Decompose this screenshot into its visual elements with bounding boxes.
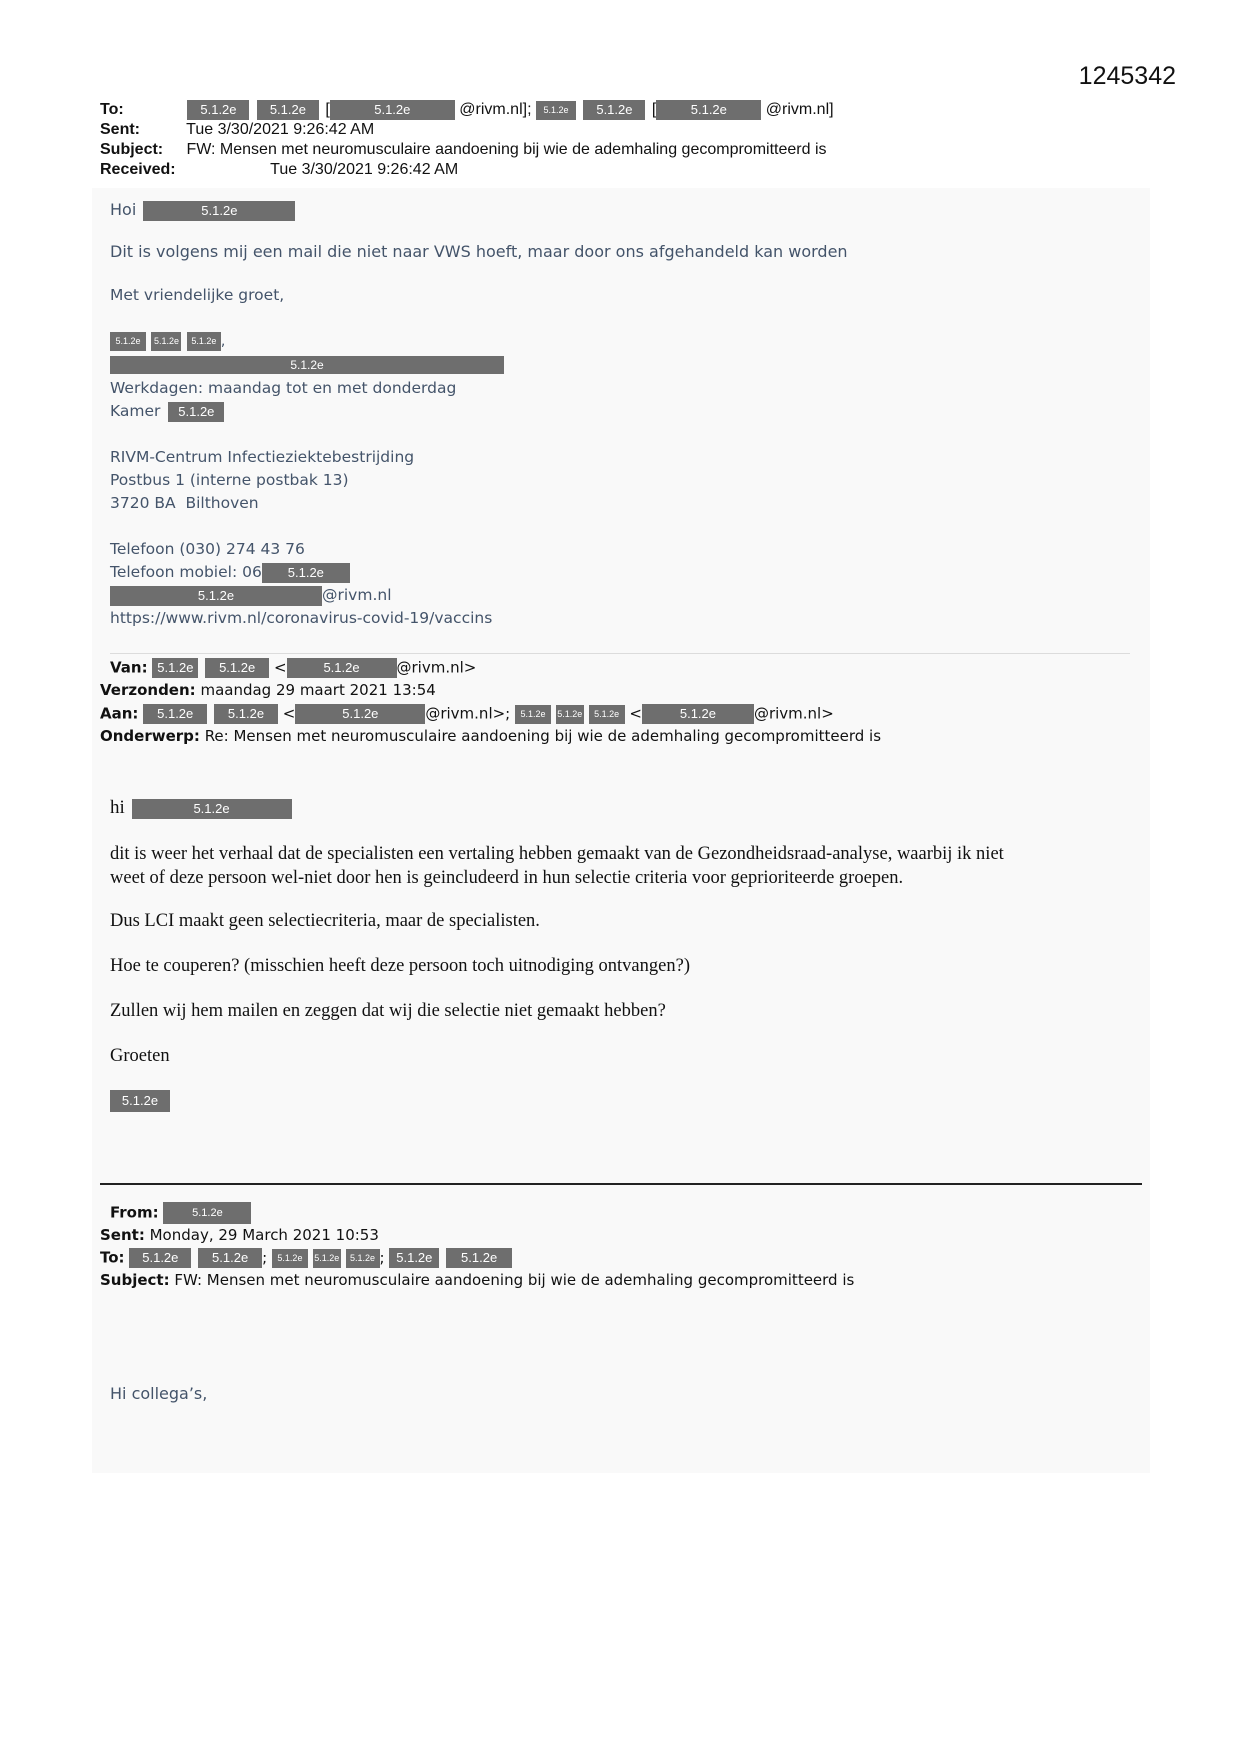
- message3-subject-row: [100, 1271, 854, 1289]
- subject-value: FW: Mensen met neuromusculaire aandoening bij wie de ademhaling gecompromitteerd is: [186, 141, 827, 158]
- message3-to-label: To:: [100, 1248, 125, 1267]
- redaction-box: 5.1.2e: [205, 658, 269, 678]
- header-received-row: [100, 160, 458, 179]
- redaction-box: 5.1.2e: [110, 586, 322, 606]
- redaction-box: 5.1.2e: [143, 201, 295, 221]
- redaction-box: 5.1.2e: [536, 101, 576, 120]
- redaction-box: 5.1.2e: [151, 332, 181, 351]
- received-value: Tue 3/30/2021 9:26:42 AM: [270, 161, 459, 178]
- van-email-domain: @rivm.nl>: [396, 658, 477, 677]
- redaction-box: 5.1.2e: [132, 799, 292, 819]
- message3-sent-label: Sent:: [100, 1226, 145, 1244]
- to-label: To:: [100, 101, 124, 119]
- header-subject-row: [100, 140, 827, 159]
- message1-greeting: Hoi: [110, 200, 137, 219]
- message3-subject-value: FW: Mensen met neuromusculaire aandoening bij wie de ademhaling gecompromitteerd is: [174, 1271, 855, 1289]
- redaction-box: 5.1.2e: [589, 705, 625, 724]
- signature-mobile: Telefoon mobiel: 06: [110, 563, 262, 581]
- redaction-box: 5.1.2e: [313, 1249, 341, 1268]
- divider: [110, 653, 1130, 654]
- redaction-box: 5.1.2e: [656, 100, 761, 120]
- onderwerp-label: Onderwerp:: [100, 727, 200, 745]
- message2-onderwerp-row: [100, 727, 881, 745]
- message3-sent-row: [100, 1226, 379, 1244]
- signature-room: Kamer: [110, 402, 161, 420]
- signature-org: RIVM-Centrum Infectieziektebestrijding: [110, 448, 415, 466]
- message2-paragraph-1-line-1: dit is weer het verhaal dat de specialisten een vertaling hebben gemaakt van de Gezondheidsraad-analyse, waarbij ik niet: [110, 844, 1004, 864]
- signature-postbus: Postbus 1 (interne postbak 13): [110, 471, 349, 489]
- redaction-box: 5.1.2e: [214, 704, 278, 724]
- redaction-box: 5.1.2e: [446, 1248, 512, 1268]
- message2-greeting: hi: [110, 797, 125, 818]
- from-label: From:: [110, 1203, 159, 1222]
- message2-paragraph-3: Hoe te couperen? (misschien heeft deze persoon toch uitnodiging ontvangen?): [110, 956, 690, 976]
- message2-paragraph-4: Zullen wij hem mailen en zeggen dat wij die selectie niet gemaakt hebben?: [110, 1001, 666, 1021]
- signature-url[interactable]: https://www.rivm.nl/coronavirus-covid-19/vaccins: [110, 609, 493, 627]
- sent-value: Tue 3/30/2021 9:26:42 AM: [186, 121, 375, 138]
- redaction-box: 5.1.2e: [187, 100, 249, 120]
- redaction-box: 5.1.2e: [152, 658, 198, 678]
- redaction-box: 5.1.2e: [583, 100, 645, 120]
- signature-mobile-row: [110, 561, 492, 584]
- message3-from-row: [110, 1202, 251, 1224]
- message2-closing: Groeten: [110, 1046, 170, 1066]
- redaction-box: 5.1.2e: [143, 704, 207, 724]
- verzonden-label: Verzonden:: [100, 681, 196, 699]
- message2-signature-row: [110, 1090, 170, 1112]
- signature-block: [110, 377, 492, 630]
- redaction-box: 5.1.2e: [346, 1249, 380, 1268]
- redaction-box: 5.1.2e: [262, 563, 350, 583]
- aan-email-domain-1: @rivm.nl>;: [425, 704, 511, 723]
- redaction-box: 5.1.2e: [168, 402, 224, 422]
- signature-name-row: 5.1.2e 5.1.2e 5.1.2e ,: [110, 332, 225, 351]
- message2-paragraph-1-line-2: weet of deze persoon wel-niet door hen is geincludeerd in hun selectie criteria voor geprioriteerde groepen.: [110, 868, 904, 888]
- divider: [100, 1183, 1142, 1185]
- message3-subject-label: Subject:: [100, 1271, 170, 1289]
- message3-greeting: Hi collega’s,: [110, 1384, 208, 1403]
- signature-email-row: [110, 584, 492, 607]
- redaction-box: 5.1.2e: [198, 1248, 262, 1268]
- redaction-box: 5.1.2e: [257, 100, 319, 120]
- onderwerp-value: Re: Mensen met neuromusculaire aandoening bij wie de ademhaling gecompromitteerd is: [204, 727, 882, 745]
- signature-room-row: [110, 400, 492, 423]
- redaction-box: 5.1.2e: [129, 1248, 191, 1268]
- message2-paragraph-2: Dus LCI maakt geen selectiecriteria, maar de specialisten.: [110, 911, 540, 931]
- signature-title-row: [110, 356, 504, 374]
- verzonden-value: maandag 29 maart 2021 13:54: [200, 681, 436, 699]
- signature-workdays: Werkdagen: maandag tot en met donderdag: [110, 379, 457, 397]
- redaction-box: 5.1.2e: [110, 1090, 170, 1112]
- message2-paragraph-1: [110, 842, 1004, 890]
- redaction-box: 5.1.2e: [110, 356, 504, 374]
- header-to-row: To: 5.1.2e 5.1.2e [ 5.1.2e @rivm.nl]; 5.1.2e 5.1.2e [ 5.1.2e @rivm.nl]: [100, 101, 834, 119]
- message1-body: Dit is volgens mij een mail die niet naar VWS hoeft, maar door ons afgehandeld kan worden: [110, 242, 848, 261]
- to-email-domain-1: @rivm.nl];: [459, 101, 532, 119]
- message2-van-row: Van: 5.1.2e 5.1.2e < 5.1.2e @rivm.nl>: [110, 658, 477, 677]
- aan-label: Aan:: [100, 704, 139, 723]
- aan-email-domain-2: @rivm.nl>: [753, 704, 834, 723]
- redaction-box: 5.1.2e: [272, 1249, 308, 1268]
- to-email-domain-2: @rivm.nl]: [765, 101, 834, 119]
- message2-greeting-row: [110, 797, 292, 819]
- redaction-box: 5.1.2e: [163, 1202, 251, 1224]
- redaction-box: 5.1.2e: [330, 100, 455, 120]
- redaction-box: 5.1.2e: [515, 705, 551, 724]
- message1-greeting-row: [110, 200, 295, 221]
- van-label: Van:: [110, 658, 148, 677]
- message1-closing: Met vriendelijke groet,: [110, 286, 285, 304]
- subject-label: Subject:: [100, 141, 164, 158]
- message3-to-row: To: 5.1.2e 5.1.2e ; 5.1.2e 5.1.2e 5.1.2e ; 5.1.2e 5.1.2e: [100, 1248, 512, 1268]
- signature-email-domain: @rivm.nl: [322, 586, 392, 604]
- redaction-box: 5.1.2e: [295, 704, 425, 724]
- signature-phone: Telefoon (030) 274 43 76: [110, 540, 305, 558]
- redaction-box: 5.1.2e: [642, 704, 754, 724]
- message2-verzonden-row: [100, 681, 436, 699]
- redaction-box: 5.1.2e: [187, 332, 221, 351]
- redaction-box: 5.1.2e: [556, 705, 584, 724]
- redaction-box: 5.1.2e: [287, 658, 397, 678]
- message3-sent-value: Monday, 29 March 2021 10:53: [149, 1226, 379, 1244]
- document-number: 1245342: [1078, 62, 1176, 90]
- redaction-box: 5.1.2e: [110, 332, 146, 351]
- redaction-box: 5.1.2e: [389, 1248, 439, 1268]
- message2-aan-row: Aan: 5.1.2e 5.1.2e < 5.1.2e @rivm.nl>; 5.1.2e 5.1.2e 5.1.2e < 5.1.2e @rivm.nl>: [100, 704, 834, 723]
- sent-label: Sent:: [100, 121, 140, 138]
- header-sent-row: [100, 120, 374, 139]
- signature-city: 3720 BA Bilthoven: [110, 494, 259, 512]
- received-label: Received:: [100, 161, 176, 178]
